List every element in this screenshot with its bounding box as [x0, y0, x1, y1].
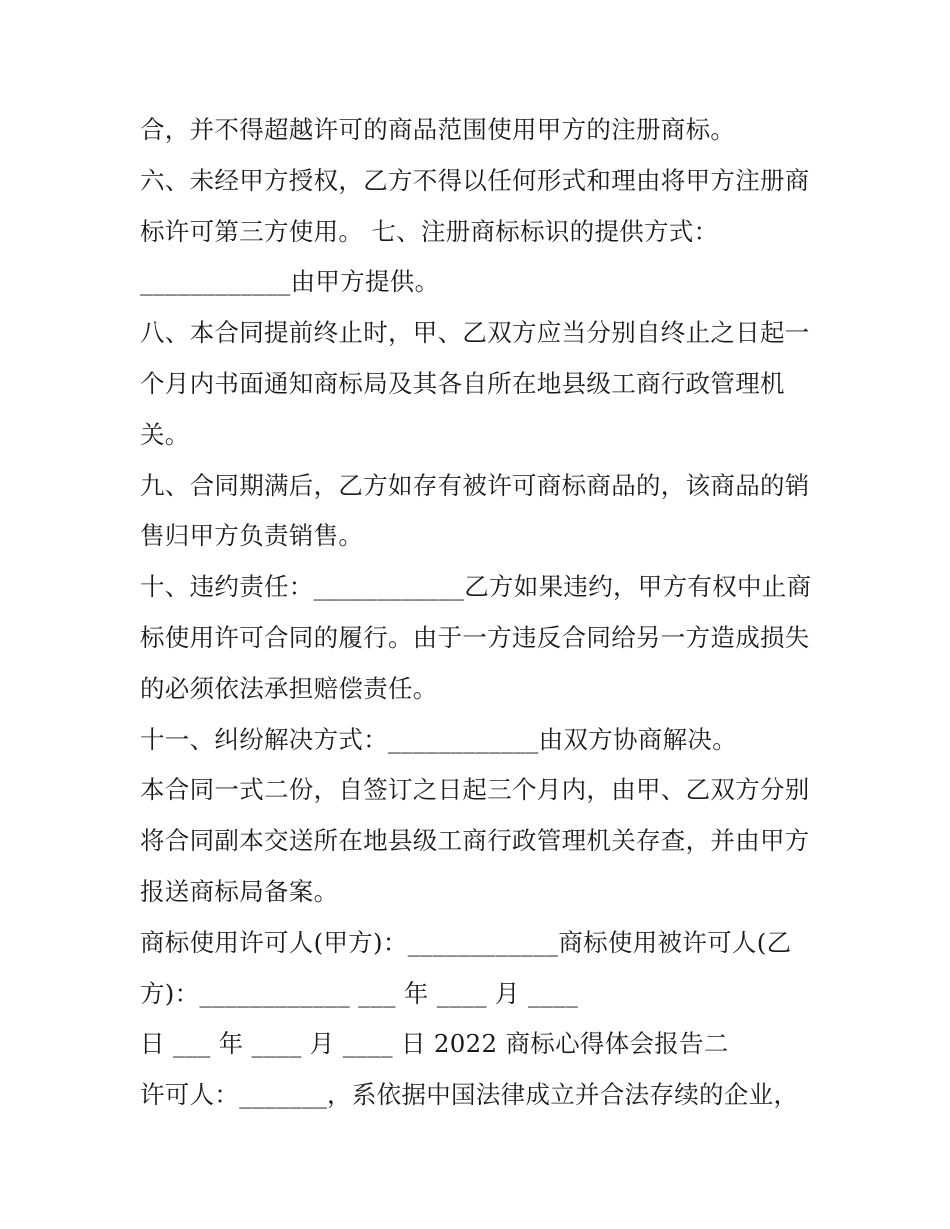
text-line: 方)：____________ ___ 年 ____ 月 ____ [140, 978, 579, 1008]
text-line: 八、本合同提前终止时，甲、乙双方应当分别自终止之日起一 [140, 318, 810, 348]
text-line: ____________由甲方提供。 [140, 267, 440, 297]
text-line: 标使用许可合同的履行。由于一方违反合同给另一方造成损失 [140, 622, 810, 652]
text-line: 商标使用许可人(甲方)：____________商标使用被许可人(乙 [140, 927, 792, 957]
text-line: 十一、纠纷解决方式：____________由双方协商解决。 [140, 724, 737, 754]
text-line: 售归甲方负责销售。 [140, 521, 364, 551]
text-line: 的必须依法承担赔偿责任。 [140, 673, 438, 703]
text-line: 个月内书面通知商标局及其各自所在地县级工商行政管理机 [140, 368, 785, 398]
text-line: 九、合同期满后，乙方如存有被许可商标商品的，该商品的销 [140, 470, 810, 500]
text-line: 关。 [140, 419, 190, 449]
text-line: 将合同副本交送所在地县级工商行政管理机关存查，并由甲方 [140, 826, 810, 856]
text-line: 六、未经甲方授权，乙方不得以任何形式和理由将甲方注册商 [140, 165, 810, 195]
text-line: 标许可第三方使用。 七、注册商标标识的提供方式： [140, 216, 719, 246]
document-body [140, 105, 820, 1121]
text-line: 日 ___ 年 ____ 月 ____ 日 2022 商标心得体会报告二 [140, 1029, 729, 1059]
text-line: 十、违约责任：____________乙方如果违约，甲方有权中止商 [140, 572, 812, 602]
text-line: 本合同一式二份，自签订之日起三个月内，由甲、乙双方分别 [140, 775, 810, 805]
text-line: 报送商标局备案。 [140, 876, 339, 906]
text-line: 许可人：_______，系依据中国法律成立并合法存续的企业， [140, 1080, 799, 1110]
text-line: 合，并不得超越许可的商品范围使用甲方的注册商标。 [140, 115, 736, 144]
